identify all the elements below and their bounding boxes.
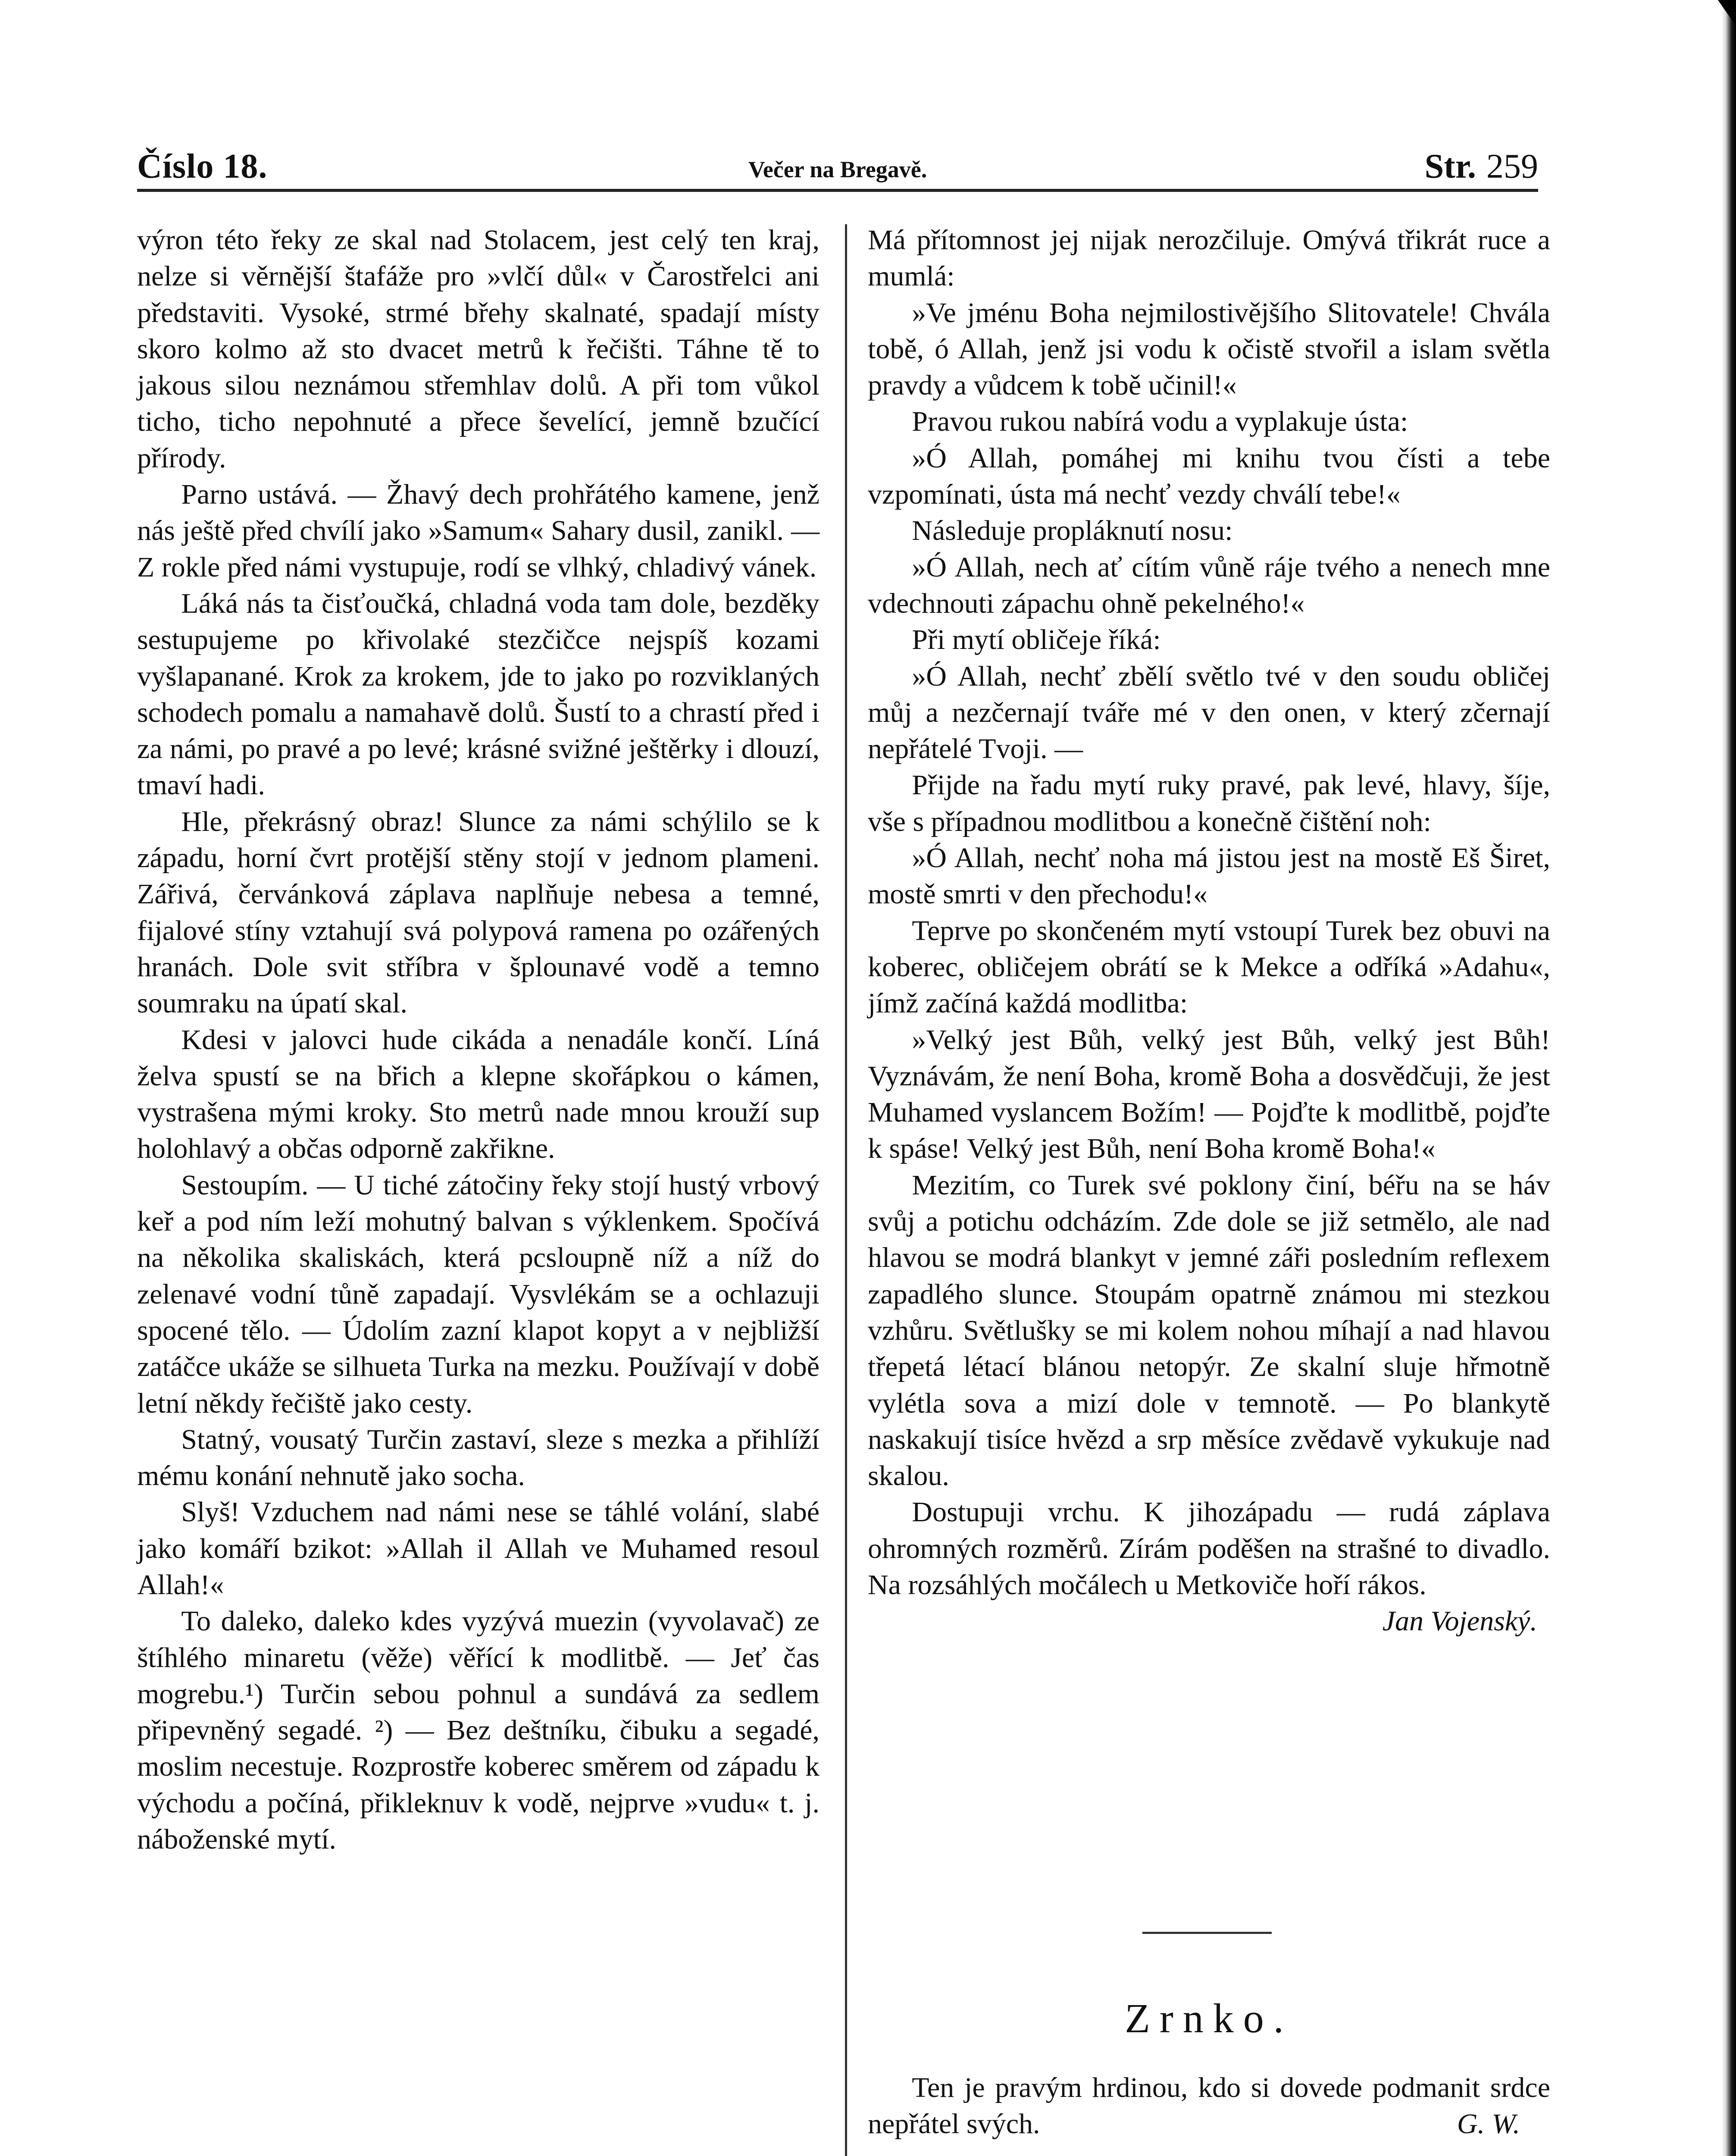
paragraph: Statný, vousatý Turčin zastaví, sleze s mezka a přihlíží mému konání nehnutě jako socha.: [137, 1423, 820, 1492]
page-number: 259: [1486, 147, 1538, 185]
author-signature: Jan Vojenský.: [1382, 1605, 1537, 1637]
paragraph: Láká nás ta čisťoučká, chladná voda tam dole, bezděky sestupujeme po křivolaké stezčičce nejspíš kozami vyšlapanané. Krok za krokem, jde to jako po rozviklaných schodech pomalu a namahavě dolů. Šustí to a chrastí před i za námi, po pravé a po levé; krásné svižné ještěrky i dlouzí, tmaví hadi.: [137, 587, 820, 801]
paragraph: Hle, překrásný obraz! Slunce za námi schýlilo se k západu, horní čvrt protější stěny stojí v jednom plameni. Zářivá, červánková záplava naplňuje nebesa a temné, fijalové stíny vztahují svá polypová ramena po ozářených hranách. Dole svit stříbra v šplounavé vodě a temno soumraku na úpatí skal.: [137, 805, 820, 1019]
issue-number: Číslo 18.: [137, 147, 268, 185]
paragraph: Následuje propláknutí nosu:: [912, 515, 1233, 547]
quote-paragraph: »Ó Allah, nechť zbělí světlo tvé v den soudu obličej můj a nezčernají tváře mé v den onen, v který zčernají nepřátelé Tvoji. —: [868, 660, 1550, 765]
paragraph: Parno ustává. — Žhavý dech prohřátého kamene, jenž nás ještě před chvílí jako »Samum« Sahary dusil, zanikl. — Z rokle před námi vystupuje, rodí se vlhký, chladivý vánek.: [137, 479, 820, 583]
paragraph: Sestoupím. — U tiché zátočiny řeky stojí hustý vrbový keř a pod ním leží mohutný balvan s výklenkem. Spočívá na několika skaliskách, která pcsloupně níž a níž do zelenavé vodní tůně zapadají. Vysvlékám se a ochlazuji spocené tělo. — Údolím zazní klapot kopyt a v nejbližší zatáčce ukáže se silhueta Turka na mezku. Používají v době letní někdy řečiště jako cesty.: [137, 1169, 820, 1419]
left-column: [137, 222, 820, 1858]
paragraph: Při mytí obličeje říká:: [912, 624, 1161, 656]
paragraph: výron této řeky ze skal nad Stolacem, jest celý ten kraj, nelze si věrnější štafáže pro »vlčí důl« v Čarostřelci ani představiti. Vysoké, strmé břehy skalnaté, spadají místy skoro kolmo až sto dvacet metrů k řečišti. Táhne tě to jakous silou neznámou střemhlav dolů. A při tom vůkol ticho, ticho nepohnuté a přece ševelící, jemně bzučící přírody.: [137, 224, 820, 474]
paragraph: Má přítomnost jej nijak nerozčiluje. Omývá třikrát ruce a mumlá:: [868, 224, 1550, 292]
paragraph: To daleko, daleko kdes vyzývá muezin (vyvolavač) ze štíhlého minaretu (věže) věřící k modlitbě. — Jeť čas mogrebu.¹) Turčin sebou pohnul a sundává za sedlem připevněný segadé. ²) — Bez deštníku, čibuku a segadé, moslim necestuje. Rozprostře koberec směrem od západu k východu a počíná, přikleknuv k vodě, nejprve »vudu« t. j. náboženské mytí.: [137, 1605, 820, 1855]
paragraph-text: Dostupuji vrchu. K jihozápadu — rudá záplava ohromných rozměrů. Zírám poděšen na strašné to divadlo. Na rozsáhlých močálech u Metkoviče hoří rákos.: [868, 1496, 1550, 1601]
column-divider: [845, 224, 847, 2156]
quote-paragraph: »Velký jest Bůh, velký jest Bůh, velký jest Bůh! Vyznávám, že není Boha, kromě Boha a dosvědčuji, že jest Muhamed vyslancem Božím! — Pojďte k modlitbě, pojďte k spáse! Velký jest Bůh, není Boha kromě Boha!«: [868, 1024, 1550, 1165]
paragraph: Kdesi v jalovci hude cikáda a nenadále končí. Líná želva spustí se na břich a klepne skořápkou o kámen, vystrašena mými kroky. Sto metrů nade mnou krouží sup holohlavý a občas odporně zakřikne.: [137, 1024, 820, 1165]
right-column: [868, 222, 1550, 1640]
quote-paragraph: »Ve jménu Boha nejmilostivějšího Slitovatele! Chvála tobě, ó Allah, jenž jsi vodu k očistě stvořil a islam světla pravdy a vůdcem k tobě učinil!«: [868, 297, 1550, 401]
paragraph: Přijde na řadu mytí ruky pravé, pak levé, hlavy, šíje, vše s případnou modlitbou a konečně čištění noh:: [868, 769, 1550, 837]
paragraph: Pravou rukou nabírá vodu a vyplakuje ústa:: [912, 406, 1408, 438]
zrnko-text-block: [868, 2070, 1550, 2143]
quote-paragraph: »Ó Allah, nechť noha má jistou jest na mostě Eš Širet, mostě smrti v den přechodu!«: [868, 842, 1550, 910]
paragraph: Teprve po skončeném mytí vstoupí Turek bez obuvi na koberec, obličejem obrátí se k Mekce a odříká »Adahu«, jímž začíná každá modlitba:: [868, 915, 1550, 1019]
paragraph: [868, 1494, 1550, 1637]
zrnko-paragraph: [868, 2070, 1550, 2143]
zrnko-body: Ten je pravým hrdinou, kdo si dovede podmanit srdce nepřátel svých.: [868, 2072, 1550, 2140]
zrnko-heading: Zrnko.: [1125, 1995, 1293, 2041]
paragraph: Slyš! Vzduchem nad námi nese se táhlé volání, slabé jako komáří bzikot: »Allah il Allah ve Muhamed resoul Allah!«: [137, 1496, 820, 1601]
header-rule: [137, 189, 1538, 192]
page-number-block: [1425, 147, 1538, 186]
quote-paragraph: »Ó Allah, nech ať cítím vůně ráje tvého a nenech mne vdechnouti zápachu ohně pekelného!«: [868, 551, 1550, 619]
zrnko-signature: G. W.: [1457, 2108, 1520, 2140]
quote-paragraph: »Ó Allah, pomáhej mi knihu tvou čísti a tebe vzpomínati, ústa má nechť vezdy chválí tebe!«: [868, 442, 1550, 511]
article-running-title: Večer na Bregavě.: [748, 157, 927, 182]
page-label: Str.: [1424, 147, 1476, 185]
running-header: [137, 139, 1538, 186]
paragraph: Mezitím, co Turek své poklony činí, béřu na se háv svůj a potichu odcházím. Zde dole se již setmělo, ale nad hlavou se modrá blankyt v jemné záři posledním reflexem zapadlého slunce. Stoupám opatrně známou mi stezkou vzhůru. Světlušky se mi kolem nohou míhají a nad hlavou třepetá létací blánou netopýr. Ze skalní sluje hřmotně vylétla sova a mizí dole v temnotě. — Po blankytě naskakují tisíce hvězd a srp měsíce zvědavě vykukuje nad skalou.: [868, 1169, 1550, 1492]
section-divider-top: [1142, 1932, 1272, 1934]
scan-page-edge: [1721, 0, 1736, 2156]
